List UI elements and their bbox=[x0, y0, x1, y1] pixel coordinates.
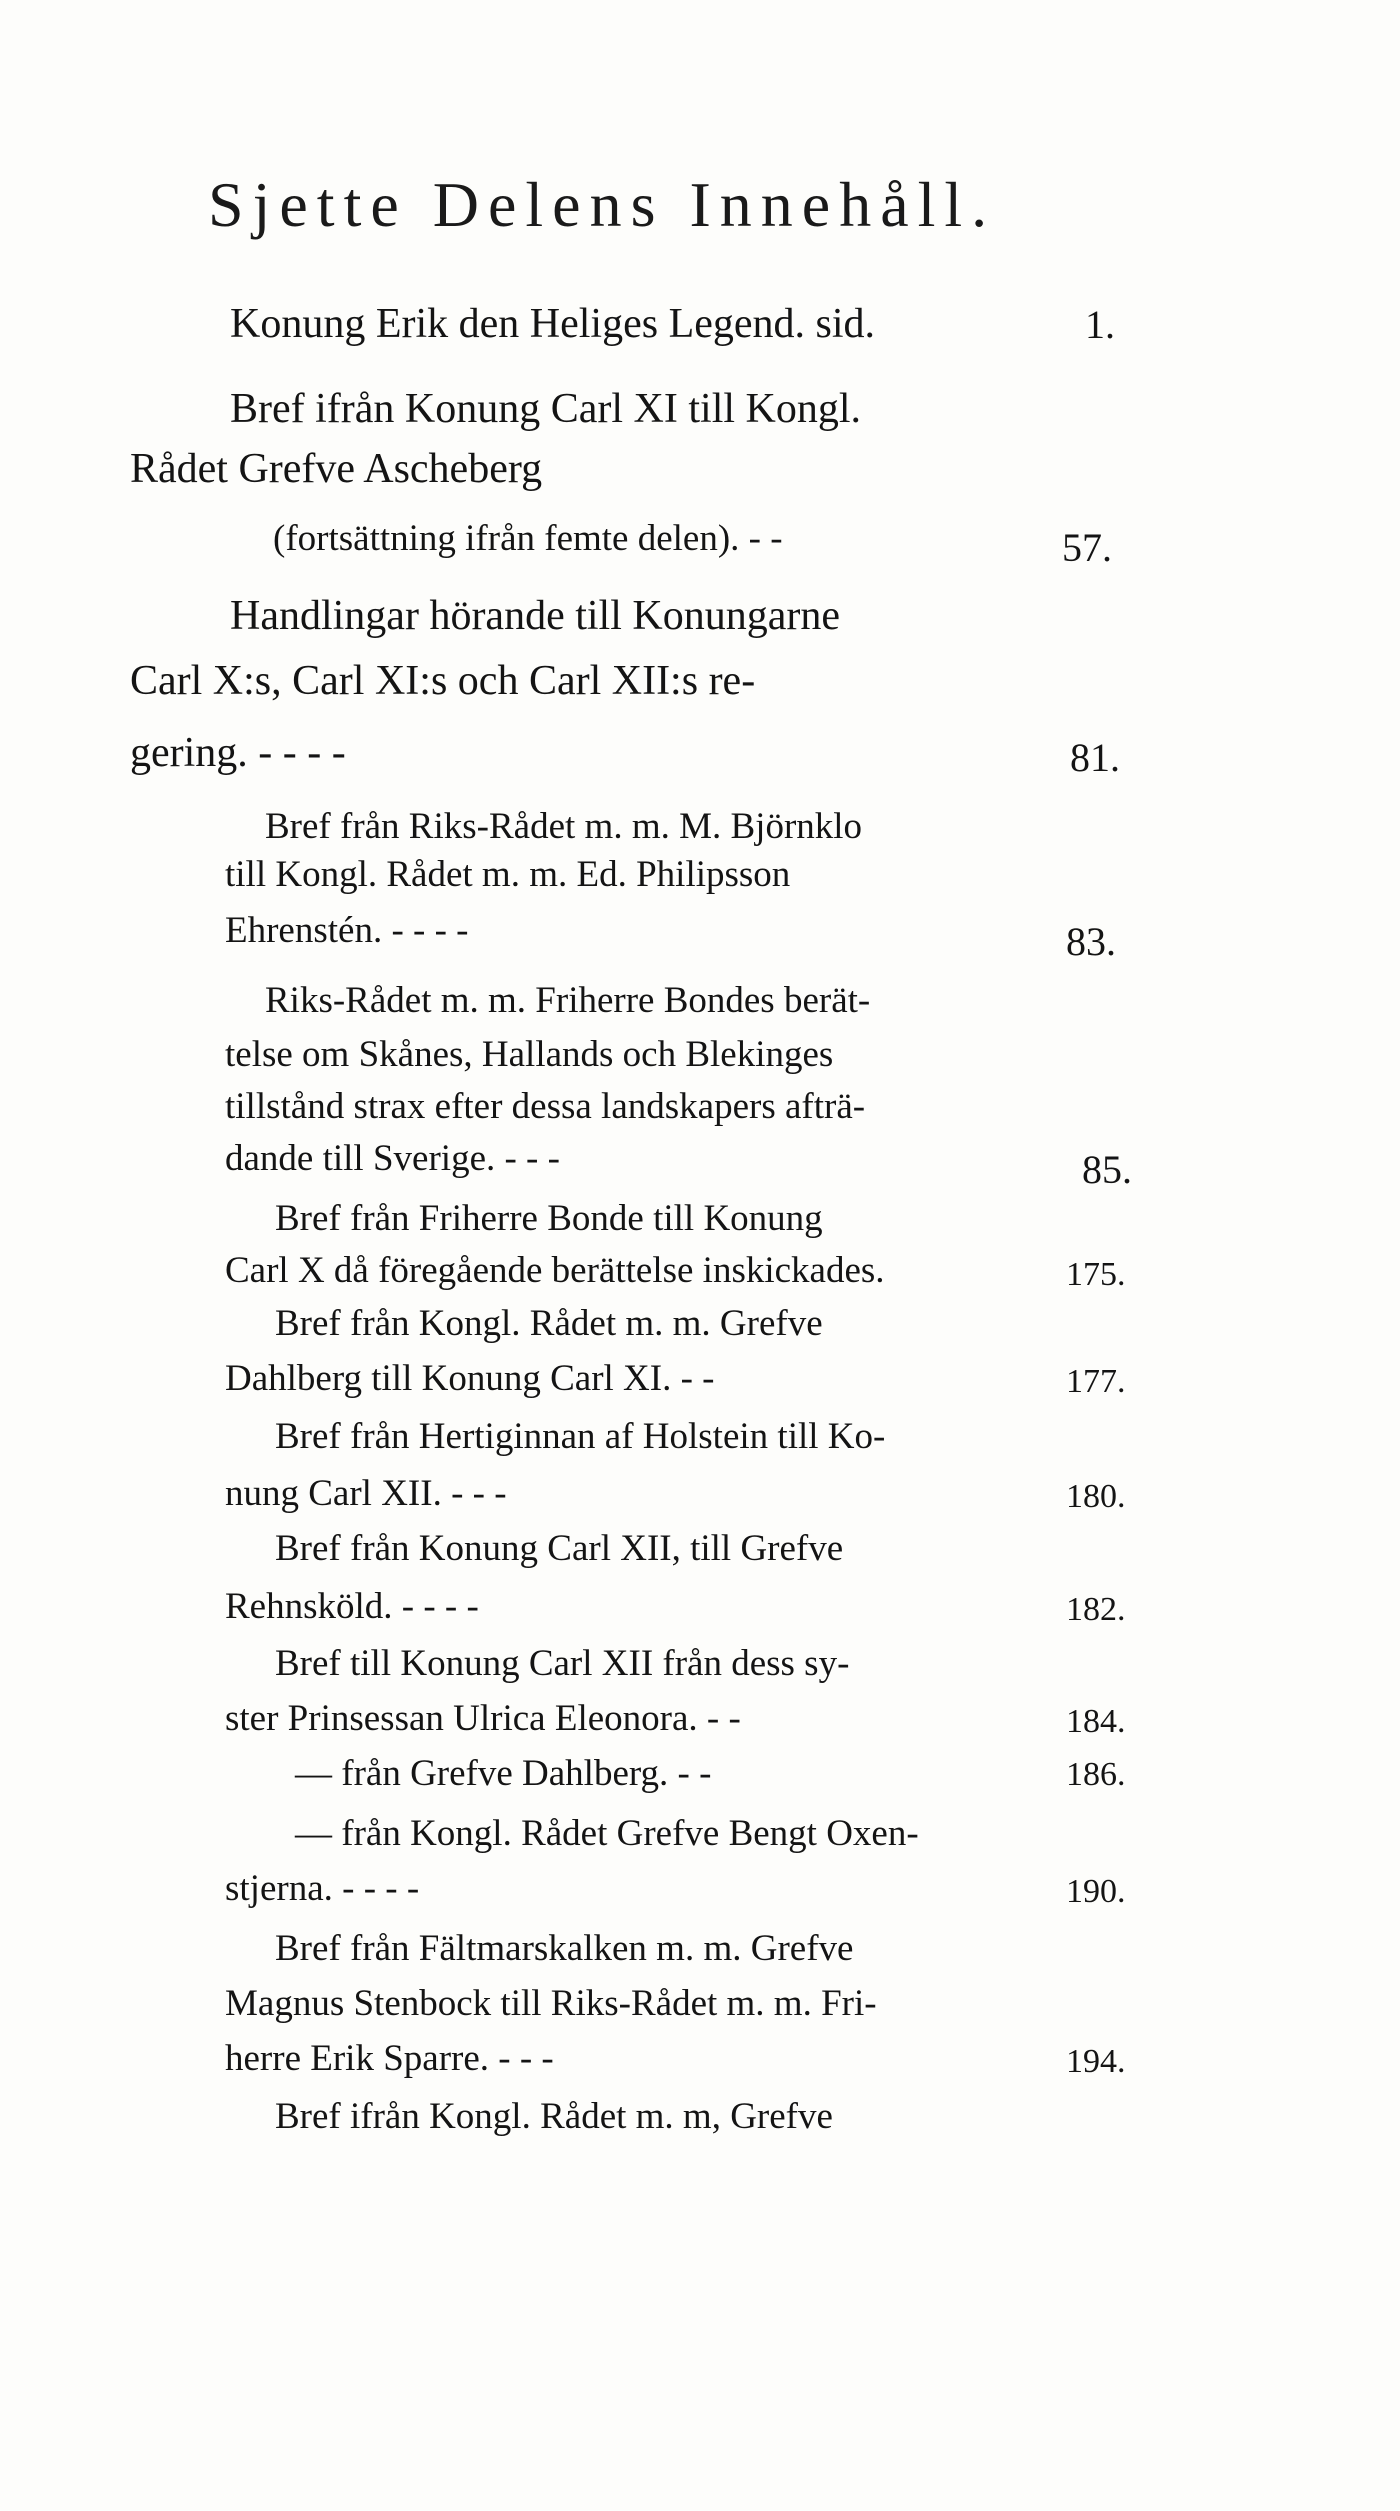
page-number: 190. bbox=[1066, 1873, 1126, 1910]
toc-line: telse om Skånes, Hallands och Blekinges bbox=[225, 1034, 834, 1075]
toc-line: Magnus Stenbock till Riks-Rådet m. m. Fri- bbox=[225, 1983, 877, 2024]
toc-line: Dahlberg till Konung Carl XI. - - bbox=[225, 1358, 715, 1399]
toc-line: Bref från Hertiginnan af Holstein till Ko- bbox=[275, 1416, 886, 1457]
toc-line: Bref från Konung Carl XII, till Grefve bbox=[275, 1528, 844, 1569]
toc-line: — från Kongl. Rådet Grefve Bengt Oxen- bbox=[295, 1813, 919, 1854]
page-number: 81. bbox=[1070, 735, 1120, 780]
toc-line: Konung Erik den Heliges Legend. sid. bbox=[230, 301, 876, 347]
page-number: 177. bbox=[1066, 1363, 1126, 1400]
toc-line: Bref från Friherre Bonde till Konung bbox=[275, 1198, 823, 1239]
page-number: 180. bbox=[1066, 1478, 1126, 1515]
page-number: 186. bbox=[1066, 1756, 1126, 1793]
toc-line: (fortsättning ifrån femte delen). - - bbox=[273, 518, 783, 559]
toc-line: Bref från Fältmarskalken m. m. Grefve bbox=[275, 1928, 854, 1969]
toc-line: stjerna. - - - - bbox=[225, 1868, 420, 1909]
toc-line: dande till Sverige. - - - bbox=[225, 1138, 560, 1179]
toc-line: Rehnsköld. - - - - bbox=[225, 1586, 479, 1627]
page-title: Sjette Delens Innehåll. bbox=[208, 169, 997, 240]
toc-line: till Kongl. Rådet m. m. Ed. Philipsson bbox=[225, 854, 791, 895]
page-number: 175. bbox=[1066, 1256, 1126, 1293]
toc-line: Handlingar hörande till Konungarne bbox=[230, 593, 840, 639]
toc-line: nung Carl XII. - - - bbox=[225, 1473, 507, 1514]
page-number: 1. bbox=[1085, 302, 1115, 347]
toc-line: herre Erik Sparre. - - - bbox=[225, 2038, 554, 2079]
page-number: 184. bbox=[1066, 1703, 1126, 1740]
page-number: 85. bbox=[1082, 1147, 1132, 1192]
toc-line: Bref från Riks-Rådet m. m. M. Björnklo bbox=[265, 806, 863, 847]
page-number: 182. bbox=[1066, 1591, 1126, 1628]
toc-line: Ehrenstén. - - - - bbox=[225, 910, 469, 951]
page-number: 194. bbox=[1066, 2043, 1126, 2080]
toc-line: Bref ifrån Konung Carl XI till Kongl. bbox=[230, 386, 862, 432]
toc-line: Bref från Kongl. Rådet m. m. Grefve bbox=[275, 1303, 823, 1344]
toc-line: gering. - - - - bbox=[130, 730, 346, 776]
page-number: 83. bbox=[1066, 919, 1116, 964]
toc-line: Bref ifrån Kongl. Rådet m. m, Grefve bbox=[275, 2096, 833, 2137]
toc-line: Carl X då föregående berättelse inskickades. bbox=[225, 1250, 885, 1291]
toc-line: Riks-Rådet m. m. Friherre Bondes berät- bbox=[265, 980, 871, 1021]
toc-line: — från Grefve Dahlberg. - - bbox=[295, 1753, 712, 1794]
toc-line: Carl X:s, Carl XI:s och Carl XII:s re- bbox=[130, 658, 756, 704]
toc-line: tillstånd strax efter dessa landskapers afträ- bbox=[225, 1086, 866, 1127]
toc-line: Bref till Konung Carl XII från dess sy- bbox=[275, 1643, 850, 1684]
toc-line: ster Prinsessan Ulrica Eleonora. - - bbox=[225, 1698, 741, 1739]
toc-line: Rådet Grefve Ascheberg bbox=[130, 446, 543, 492]
page-number: 57. bbox=[1062, 525, 1112, 570]
